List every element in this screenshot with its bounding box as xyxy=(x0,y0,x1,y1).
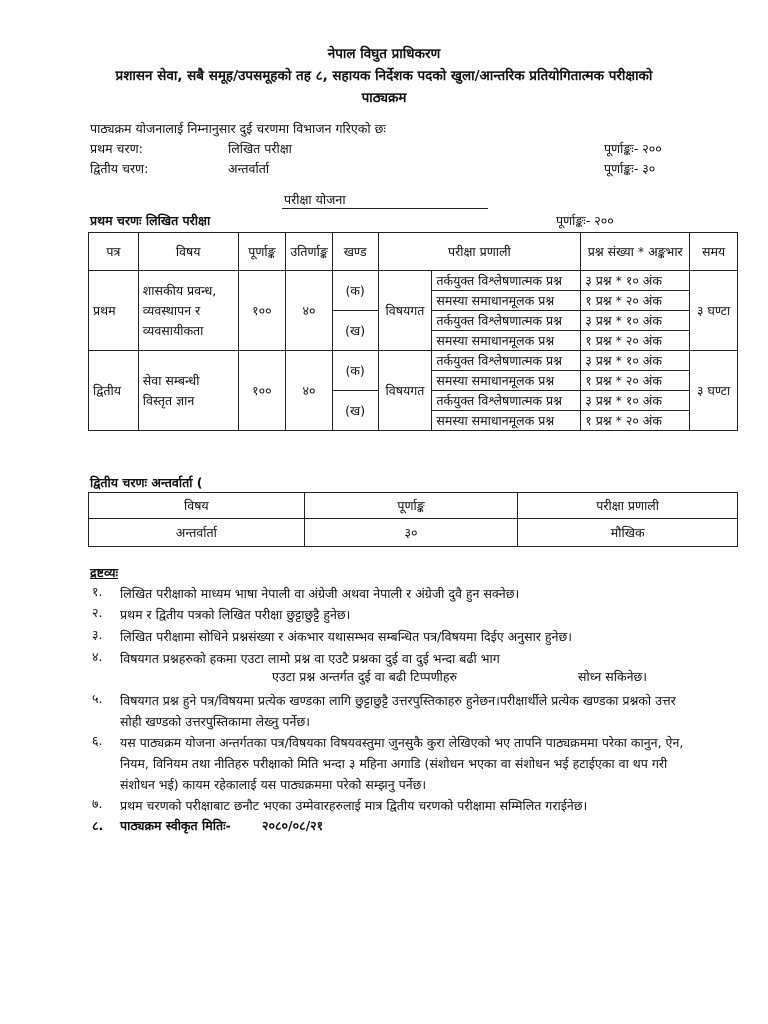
paper-name: द्वितीय xyxy=(89,351,139,431)
note-text-continuation: सोध्न सकिनेछ। xyxy=(578,669,648,684)
phase1-type: लिखित परीक्षा xyxy=(228,141,292,156)
paper-pass-marks: ४० xyxy=(286,351,332,431)
col-header-question-count: प्रश्न संख्या * अङ्कभार xyxy=(581,233,690,271)
note-text: लिखित परीक्षामा सोधिने प्रश्नसंख्या र अंकभार यथासम्भव सम्बन्धित पत्र/विषयमा दिईए अनुसार हुनेछ। xyxy=(120,629,572,644)
subject-line: व्यवस्थापन र xyxy=(142,302,201,318)
col-header-full-marks: पूर्णाङ्क xyxy=(238,233,286,271)
question-count: १ प्रश्न * २० अंक xyxy=(581,411,690,431)
phase1-title: प्रथम चरणः लिखित परीक्षा xyxy=(90,213,211,228)
exam-time: ३ घण्टा xyxy=(690,271,738,351)
section-name: (ख) xyxy=(332,391,378,431)
question-count: ३ प्रश्न * १० अंक xyxy=(581,351,690,371)
note-text: प्रथम र द्वितीय पत्रको लिखित परीक्षा छुट्टाछुट्टै हुनेछ। xyxy=(120,607,351,622)
paper-name: प्रथम xyxy=(89,271,139,351)
approval-label: पाठ्यक्रम स्वीकृत मितिः- xyxy=(120,818,231,833)
col-header-full-marks: पूर्णाङ्क xyxy=(304,493,518,519)
question-type: तर्कयुक्त विश्लेषणात्मक प्रश्न xyxy=(432,271,581,291)
phase2-title: द्वितीय चरणः अन्तर्वार्ता ( xyxy=(90,475,203,490)
question-type: समस्या समाधानमूलक प्रश्न xyxy=(432,331,581,351)
col-header-exam-system: परीक्षा प्रणाली xyxy=(378,233,581,271)
question-type: तर्कयुक्त विश्लेषणात्मक प्रश्न xyxy=(432,351,581,371)
subject-line: शासकीय प्रवन्ध, xyxy=(142,282,217,298)
phase2-marks: पूर्णाङ्कः- ३० xyxy=(604,161,656,176)
note-text: विषयगत प्रश्नहरुको हकमा एउटा लामो प्रश्न वा एउटै प्रश्नका दुई वा दुई भन्दा बढी भाग xyxy=(120,651,500,666)
note-number: ६. xyxy=(92,733,103,748)
notes-title: द्रष्टव्यः xyxy=(90,565,118,580)
intro-text: पाठ्यक्रम योजनालाई निम्नानुसार दुई चरणमा विभाजन गरिएको छः xyxy=(90,121,386,136)
phase1-marks: पूर्णाङ्कः- २०० xyxy=(604,141,662,156)
note-number: ७. xyxy=(92,796,103,811)
question-count: ३ प्रश्न * १० अंक xyxy=(581,391,690,411)
question-count: १ प्रश्न * २० अंक xyxy=(581,371,690,391)
phase1-label: प्रथम चरण: xyxy=(90,141,143,156)
phase2-label: द्वितीय चरण: xyxy=(90,161,149,176)
phase2-table xyxy=(88,492,738,547)
exam-system: विषयगत xyxy=(378,351,432,431)
note-text: प्रथम चरणको परीक्षाबाट छनौट भएका उम्मेवारहरुलाई मात्र द्वितीय चरणको परीक्षामा सम्मिलित गराईनेछ। xyxy=(120,798,588,813)
paper-pass-marks: ४० xyxy=(286,271,332,351)
note-number: ३. xyxy=(92,627,103,642)
subject-line: विस्तृत ज्ञान xyxy=(142,392,195,408)
phase2-type: अन्तर्वार्ता xyxy=(228,161,270,176)
question-count: १ प्रश्न * २० अंक xyxy=(581,291,690,311)
col-header-section: खण्ड xyxy=(332,233,378,271)
col-header-pass-marks: उतिर्णाङ्क xyxy=(286,233,332,271)
exam-time: ३ घण्टा xyxy=(690,351,738,431)
table-header-row xyxy=(89,233,738,271)
col-header-subject: विषय xyxy=(89,493,305,519)
table-row xyxy=(89,519,738,547)
interview-subject: अन्तर्वार्ता xyxy=(89,519,305,547)
col-header-exam-system: परीक्षा प्रणाली xyxy=(518,493,738,519)
question-type: समस्या समाधानमूलक प्रश्न xyxy=(432,291,581,311)
note-number: ५. xyxy=(92,691,103,706)
scheme-title: परीक्षा योजना xyxy=(282,191,488,209)
note-number: ४. xyxy=(92,649,103,664)
paper-subject xyxy=(138,271,238,351)
note-number: ८. xyxy=(92,818,104,833)
syllabus-heading: प्रशासन सेवा, सबै समूह/उपसमूहको तह ८, सहायक निर्देशक पदको खुला/आन्तरिक प्रतियोगितात्मक परीक्षाको xyxy=(115,68,653,84)
paper-full-marks: १०० xyxy=(238,351,286,431)
org-title: नेपाल विघुत प्राधिकरण xyxy=(327,46,441,62)
question-type: तर्कयुक्त विश्लेषणात्मक प्रश्न xyxy=(432,311,581,331)
approval-date: २०८०/०८/२१ xyxy=(262,818,324,833)
paper-subject xyxy=(138,351,238,431)
col-header-subject: विषय xyxy=(138,233,238,271)
syllabus-label: पाठ्यक्रम xyxy=(361,90,407,106)
subject-line: व्यवसायीकता xyxy=(142,322,204,338)
note-text: विषयगत प्रश्न हुने पत्र/विषयमा प्रत्येक खण्डका लागि छुट्टाछुट्टै उत्तरपुस्तिकाहरु हुनेछन।परीक्षार्थीले प्रत्येक खण्डका प्रश्नको उत्तर सोही खण्डको उत्तरपुस्तिकामा लेख्नु पर्नेछ। xyxy=(120,693,676,729)
note-text-continuation: एउटा प्रश्न अन्तर्गत दुई वा बढी टिप्पणीहरु xyxy=(272,669,458,684)
paper-full-marks: १०० xyxy=(238,271,286,351)
table-row xyxy=(89,351,738,371)
table-row xyxy=(89,271,738,291)
phase1-full-marks: पूर्णाङ्कः- २०० xyxy=(556,213,614,228)
exam-system: विषयगत xyxy=(378,271,432,351)
col-header-paper: पत्र xyxy=(89,233,139,271)
interview-system: मौखिक xyxy=(518,519,738,547)
note-number: १. xyxy=(92,584,103,599)
note-number: २. xyxy=(92,605,103,620)
question-type: तर्कयुक्त विश्लेषणात्मक प्रश्न xyxy=(432,391,581,411)
section-name: (ख) xyxy=(332,311,378,351)
note-text: यस पाठ्यक्रम योजना अन्तर्गतका पत्र/विषयका विषयवस्तुमा जुनसुकै कुरा लेखिएको भए तापनि पाठ्यक्रममा परेका कानुन, ऐन, नियम, विनियम तथा नीतिहरु परीक्षाको मिति भन्दा ३ महिना अगाडि (संशोधन भएका वा संशोधन भई हटाईएका वा थप गरी संशोधन भई) कायम रहेकालाई यस पाठ्यक्रममा परेको सम्झनु पर्नेछ। xyxy=(120,735,684,792)
note-text: लिखित परीक्षाको माध्यम भाषा नेपाली वा अंग्रेजी अथवा नेपाली र अंग्रेजी दुवै हुन सक्नेछ। xyxy=(120,586,520,601)
table-header-row xyxy=(89,493,738,519)
section-name: (क) xyxy=(332,271,378,311)
subject-line: सेवा सम्बन्धी xyxy=(142,372,200,388)
section-name: (क) xyxy=(332,351,378,391)
col-header-time: समय xyxy=(690,233,738,271)
question-count: ३ प्रश्न * १० अंक xyxy=(581,311,690,331)
question-type: समस्या समाधानमूलक प्रश्न xyxy=(432,371,581,391)
interview-marks: ३० xyxy=(304,519,518,547)
phase1-table xyxy=(88,232,738,431)
question-type: समस्या समाधानमूलक प्रश्न xyxy=(432,411,581,431)
question-count: १ प्रश्न * २० अंक xyxy=(581,331,690,351)
question-count: ३ प्रश्न * १० अंक xyxy=(581,271,690,291)
